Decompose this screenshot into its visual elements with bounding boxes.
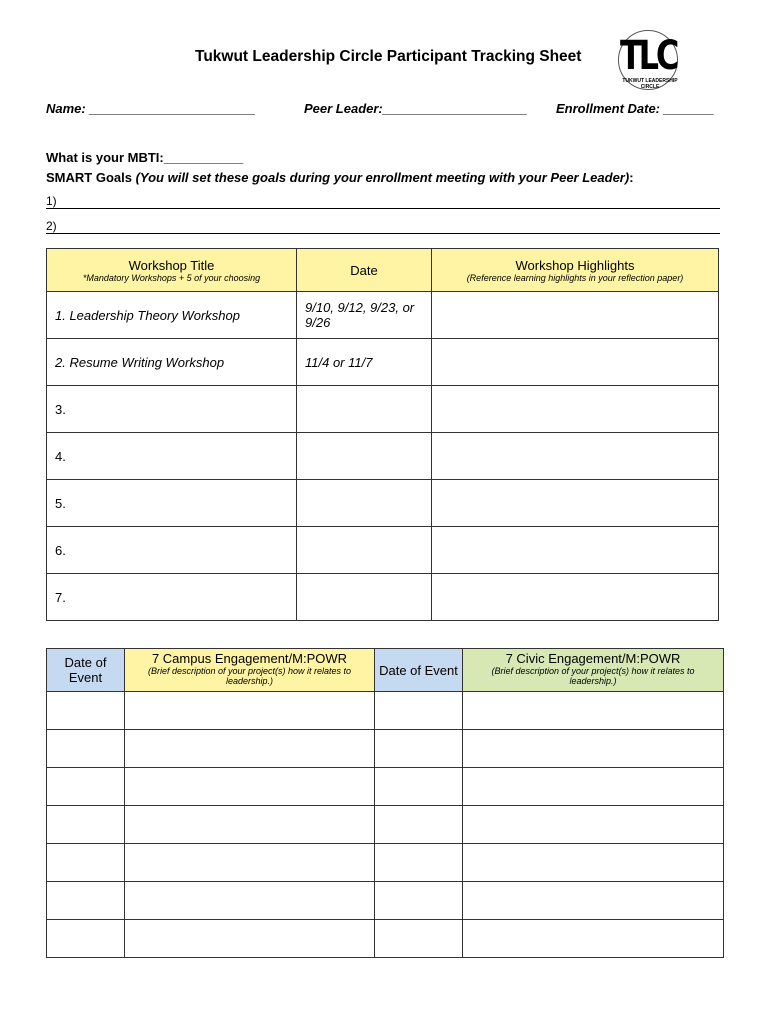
civic-date-cell[interactable] (375, 882, 463, 920)
goal-2-line[interactable]: 2) (46, 219, 720, 234)
table-row (47, 692, 724, 730)
smart-colon: : (629, 170, 634, 185)
campus-description-cell[interactable] (125, 920, 375, 958)
campus-date-cell[interactable] (47, 882, 125, 920)
workshop-title-cell[interactable]: 1. Leadership Theory Workshop (47, 292, 297, 339)
workshop-title-header-note: *Mandatory Workshops + 5 of your choosing (82, 272, 261, 283)
engagement-table (46, 648, 724, 958)
campus-description-cell[interactable] (125, 806, 375, 844)
civic-description-cell[interactable] (463, 882, 724, 920)
mbti-question[interactable]: What is your MBTI:___________ (46, 150, 244, 165)
civic-engagement-header (463, 649, 724, 692)
civic-description-cell[interactable] (463, 844, 724, 882)
workshop-highlights-cell[interactable] (432, 292, 719, 339)
name-field[interactable]: Name: _______________________ (46, 101, 256, 116)
table-row (47, 806, 724, 844)
document-title: Tukwut Leadership Circle Participant Tracking Sheet (195, 48, 582, 65)
civic-date-cell[interactable] (375, 920, 463, 958)
civic-date-header: Date of Event (375, 649, 463, 692)
logo-subtext: TUKWUT LEADERSHIP CIRCLE (622, 78, 678, 90)
campus-date-header: Date of Event (47, 649, 125, 692)
campus-engagement-title: 7 Campus Engagement/M:POWR (151, 651, 348, 666)
table-row (47, 768, 724, 806)
workshop-date-header (297, 249, 432, 292)
workshop-date-cell[interactable] (297, 433, 432, 480)
workshop-highlights-header-label: Workshop Highlights (515, 257, 635, 273)
workshop-date-cell[interactable] (297, 480, 432, 527)
table-row (47, 920, 724, 958)
workshop-title-cell[interactable]: 6. (47, 527, 297, 574)
workshop-highlights-cell[interactable] (432, 574, 719, 621)
smart-label: SMART Goals (46, 170, 136, 185)
smart-note: (You will set these goals during your enrollment meeting with your Peer Leader) (135, 170, 630, 185)
table-row (47, 292, 719, 339)
campus-description-cell[interactable] (125, 844, 375, 882)
civic-date-cell[interactable] (375, 806, 463, 844)
civic-description-cell[interactable] (463, 920, 724, 958)
campus-date-cell[interactable] (47, 920, 125, 958)
workshop-highlights-cell[interactable] (432, 339, 719, 386)
campus-description-cell[interactable] (125, 730, 375, 768)
civic-date-cell[interactable] (375, 844, 463, 882)
civic-engagement-note: (Brief description of your project(s) how it relates to leadership.) (491, 666, 695, 686)
workshop-highlights-cell[interactable] (432, 386, 719, 433)
workshop-date-cell[interactable]: 9/10, 9/12, 9/23, or 9/26 (297, 292, 432, 339)
civic-engagement-title: 7 Civic Engagement/M:POWR (505, 651, 681, 666)
workshop-highlights-header (432, 249, 719, 292)
workshop-highlights-cell[interactable] (432, 433, 719, 480)
workshop-title-header-label: Workshop Title (128, 257, 215, 273)
campus-date-cell[interactable] (47, 768, 125, 806)
civic-date-cell[interactable] (375, 692, 463, 730)
workshop-date-cell[interactable]: 11/4 or 11/7 (297, 339, 432, 386)
workshop-table (46, 248, 719, 621)
civic-description-cell[interactable] (463, 768, 724, 806)
table-row (47, 527, 719, 574)
workshop-date-cell[interactable] (297, 527, 432, 574)
campus-description-cell[interactable] (125, 882, 375, 920)
campus-engagement-note: (Brief description of your project(s) how it relates to leadership.) (147, 666, 352, 686)
civic-description-cell[interactable] (463, 730, 724, 768)
table-row (47, 433, 719, 480)
enrollment-date-field[interactable]: Enrollment Date: _______ (556, 101, 715, 116)
workshop-title-header (47, 249, 297, 292)
table-row (47, 480, 719, 527)
civic-date-cell[interactable] (375, 768, 463, 806)
table-row (47, 844, 724, 882)
tlc-logo (618, 30, 680, 92)
goal-1-line[interactable]: 1) (46, 194, 720, 209)
civic-date-cell[interactable] (375, 730, 463, 768)
campus-date-cell[interactable] (47, 692, 125, 730)
workshop-highlights-cell[interactable] (432, 527, 719, 574)
table-row (47, 730, 724, 768)
workshop-date-cell[interactable] (297, 386, 432, 433)
workshop-highlights-header-note: (Reference learning highlights in your reflection paper) (466, 272, 684, 283)
peer-leader-field[interactable]: Peer Leader:____________________ (304, 101, 528, 116)
civic-description-cell[interactable] (463, 806, 724, 844)
table-row (47, 574, 719, 621)
workshop-title-cell[interactable]: 3. (47, 386, 297, 433)
workshop-title-cell[interactable]: 5. (47, 480, 297, 527)
workshop-title-cell[interactable]: 2. Resume Writing Workshop (47, 339, 297, 386)
workshop-date-cell[interactable] (297, 574, 432, 621)
campus-description-cell[interactable] (125, 692, 375, 730)
table-row (47, 339, 719, 386)
logo-text: TLC (620, 33, 677, 79)
campus-date-cell[interactable] (47, 730, 125, 768)
table-row (47, 882, 724, 920)
campus-date-cell[interactable] (47, 806, 125, 844)
campus-date-cell[interactable] (47, 844, 125, 882)
workshop-title-cell[interactable]: 4. (47, 433, 297, 480)
smart-goals-label (46, 170, 634, 185)
campus-engagement-header (125, 649, 375, 692)
civic-description-cell[interactable] (463, 692, 724, 730)
table-row (47, 386, 719, 433)
campus-description-cell[interactable] (125, 768, 375, 806)
workshop-highlights-cell[interactable] (432, 480, 719, 527)
workshop-title-cell[interactable]: 7. (47, 574, 297, 621)
workshop-date-header-label: Date (350, 262, 378, 278)
